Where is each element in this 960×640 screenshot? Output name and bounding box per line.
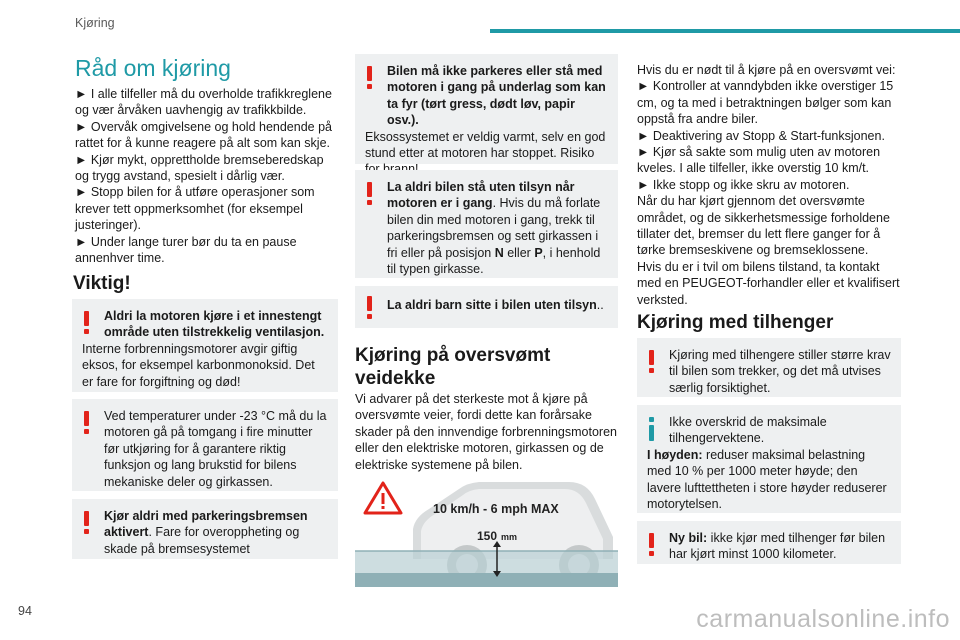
warning-text: Eksossystemet er veldig varmt, selv en god stund etter at motoren har stoppet. Risiko xyxy=(365,129,606,161)
list-item: ► Kontroller at vanndybden ikke overstiger 15 cm, og ta med i betraktningen bølger som kan oppstå fra andre biler. xyxy=(637,79,894,127)
flood-instructions xyxy=(637,62,901,308)
warning-box-trailer xyxy=(637,338,901,397)
warning-exclamation-icon xyxy=(649,350,655,374)
list-item: Hvis du er nødt til å kjøre på en oversvømt vei: xyxy=(637,63,896,77)
info-text: reduser maksimal belastning med 10 % per 1000 meter høyde; den lavere lufttettheten i store høyder reduserer motorytelsen. xyxy=(647,447,887,512)
warning-exclamation-icon xyxy=(367,182,373,206)
warning-text: Interne forbrenningsmotorer avgir giftig eksos, for eksempel karbonmonoksid. Det er fare for forgiftning og død! xyxy=(82,341,315,389)
list-item: ► Ikke stopp og ikke skru av motoren. xyxy=(637,177,850,192)
list-item: ► Kjør mykt, opprettholde bremseberedskap og trygg avstand, spesielt i dårlig vær. xyxy=(75,152,324,184)
warning-exclamation-icon xyxy=(84,511,90,535)
depth-unit: mm xyxy=(501,532,518,542)
warning-bold: La aldri bilen stå uten tilsyn når motoren er i gang xyxy=(387,180,575,211)
flood-heading: Kjøring på oversvømt veidekke xyxy=(355,345,551,389)
list-item: ► Stopp bilen for å utføre operasjoner som krever tett oppmerksomhet (for eksempel justeringer). xyxy=(75,185,315,233)
warning-box-fire xyxy=(355,54,618,164)
warning-bold: Aldri la motoren kjøre i et innestengt område uten tilstrekkelig ventilasjon. xyxy=(104,309,325,340)
list-item: ► Deaktivering av Stopp & Start-funksjonen. xyxy=(637,128,885,143)
flood-illustration xyxy=(355,479,618,587)
watermark: carmanualsonline.info xyxy=(696,605,950,633)
warning-exclamation-icon xyxy=(367,296,373,320)
warning-bold: Bilen må ikke parkeres eller stå med motoren i gang på underlag som kan ta fyr (tørt gress, dødt løv, papir osv.). xyxy=(387,64,606,128)
car-in-water-illustration xyxy=(355,479,618,587)
list-item: ► Under lange turer bør du ta en pause annenhver time. xyxy=(75,234,297,266)
warning-bold: Ny bil: xyxy=(669,531,708,545)
header-accent-bar xyxy=(490,29,960,33)
warning-box-temperature xyxy=(72,399,338,491)
list-item: ► Overvåk omgivelsene og hold hendende på rattet for å kunne reagere på alt som kan skje. xyxy=(75,119,332,151)
warning-exclamation-icon xyxy=(84,311,90,335)
flood-paragraph: Vi advarer på det sterkeste mot å kjøre på oversvømte veier, fordi dette kan forårsake skader på den innvendige forbrenningsmotoren eller den elektriske motoren, girkassen og de elektriske systemene på bilen. xyxy=(355,392,617,472)
warning-text: ikke kjør med tilhenger før bilen har kjørt minst 1000 kilometer. xyxy=(669,531,886,562)
warning-bold: Kjør aldri med parkeringsbremsen aktivert xyxy=(104,509,308,540)
info-bold: I høyden: xyxy=(647,447,703,462)
info-box-trailer-weight xyxy=(637,405,901,513)
warning-box-ventilation xyxy=(72,299,338,392)
warning-text: . Fare for overoppheting og skade på bremsesystemet xyxy=(104,525,300,556)
page-number: 94 xyxy=(18,604,32,618)
warning-box-unattended: La aldri bilen stå uten tilsyn når motoren er i gang. Hvis du må forlate bilen din med motoren i gang, trekk til parkeringsbremsen og sett girkassen i fri eller på posisjon N eller P, i henhold til typen girkasse. xyxy=(355,170,618,278)
warning-box-parking-brake xyxy=(72,499,338,559)
depth-value: 150 xyxy=(477,529,498,543)
info-icon xyxy=(649,417,655,441)
info-text: Ikke overskrid de maksimale tilhengervektene. xyxy=(669,415,827,446)
warning-box-new-car xyxy=(637,521,901,564)
list-item: ► I alle tilfeller må du overholde trafikkreglene og vær årvåken uavhengig av trafikkbilde. xyxy=(75,87,332,118)
list-item: Hvis du er i tvil om bilens tilstand, ta kontakt med en PEUGEOT-forhandler eller et kvalifisert verksted. xyxy=(637,259,900,307)
section-header: Kjøring xyxy=(75,16,115,30)
warning-exclamation-icon xyxy=(84,411,90,435)
speed-limit-label: 10 km/h - 6 mph MAX xyxy=(433,502,559,516)
warning-box-children: La aldri barn sitte i bilen uten tilsyn.. xyxy=(355,286,618,328)
warning-text: Kjøring med tilhengere stiller større krav til bilen som trekker, og det må utvises særlig forsiktighet. xyxy=(669,348,891,395)
trailer-heading: Kjøring med tilhenger xyxy=(637,312,834,333)
advice-list xyxy=(75,86,337,266)
warning-bold: La aldri barn sitte i bilen uten tilsyn xyxy=(387,298,597,312)
warning-exclamation-icon xyxy=(649,533,655,557)
list-item: ► Kjør så sakte som mulig uten av motoren kveles. I alle tilfeller, ikke overstig 10 km/t. xyxy=(637,145,881,176)
warning-exclamation-icon xyxy=(367,66,373,90)
page-title: Råd om kjøring xyxy=(75,55,231,81)
warning-text: Ved temperaturer under -23 °C må du la motoren gå på tomgang i fire minutter før utkjøring for å garantere riktig funksjon og lang brukstid for bilens mekaniske deler og girkassen. xyxy=(104,409,327,489)
list-item: Når du har kjørt gjennom det oversvømte området, og de sikkerhetsmessige forholdene tillater det, bremser du lett flere ganger for å tørke bremseskivene og bremseklossene. xyxy=(637,194,890,258)
viktig-heading: Viktig! xyxy=(73,273,131,294)
